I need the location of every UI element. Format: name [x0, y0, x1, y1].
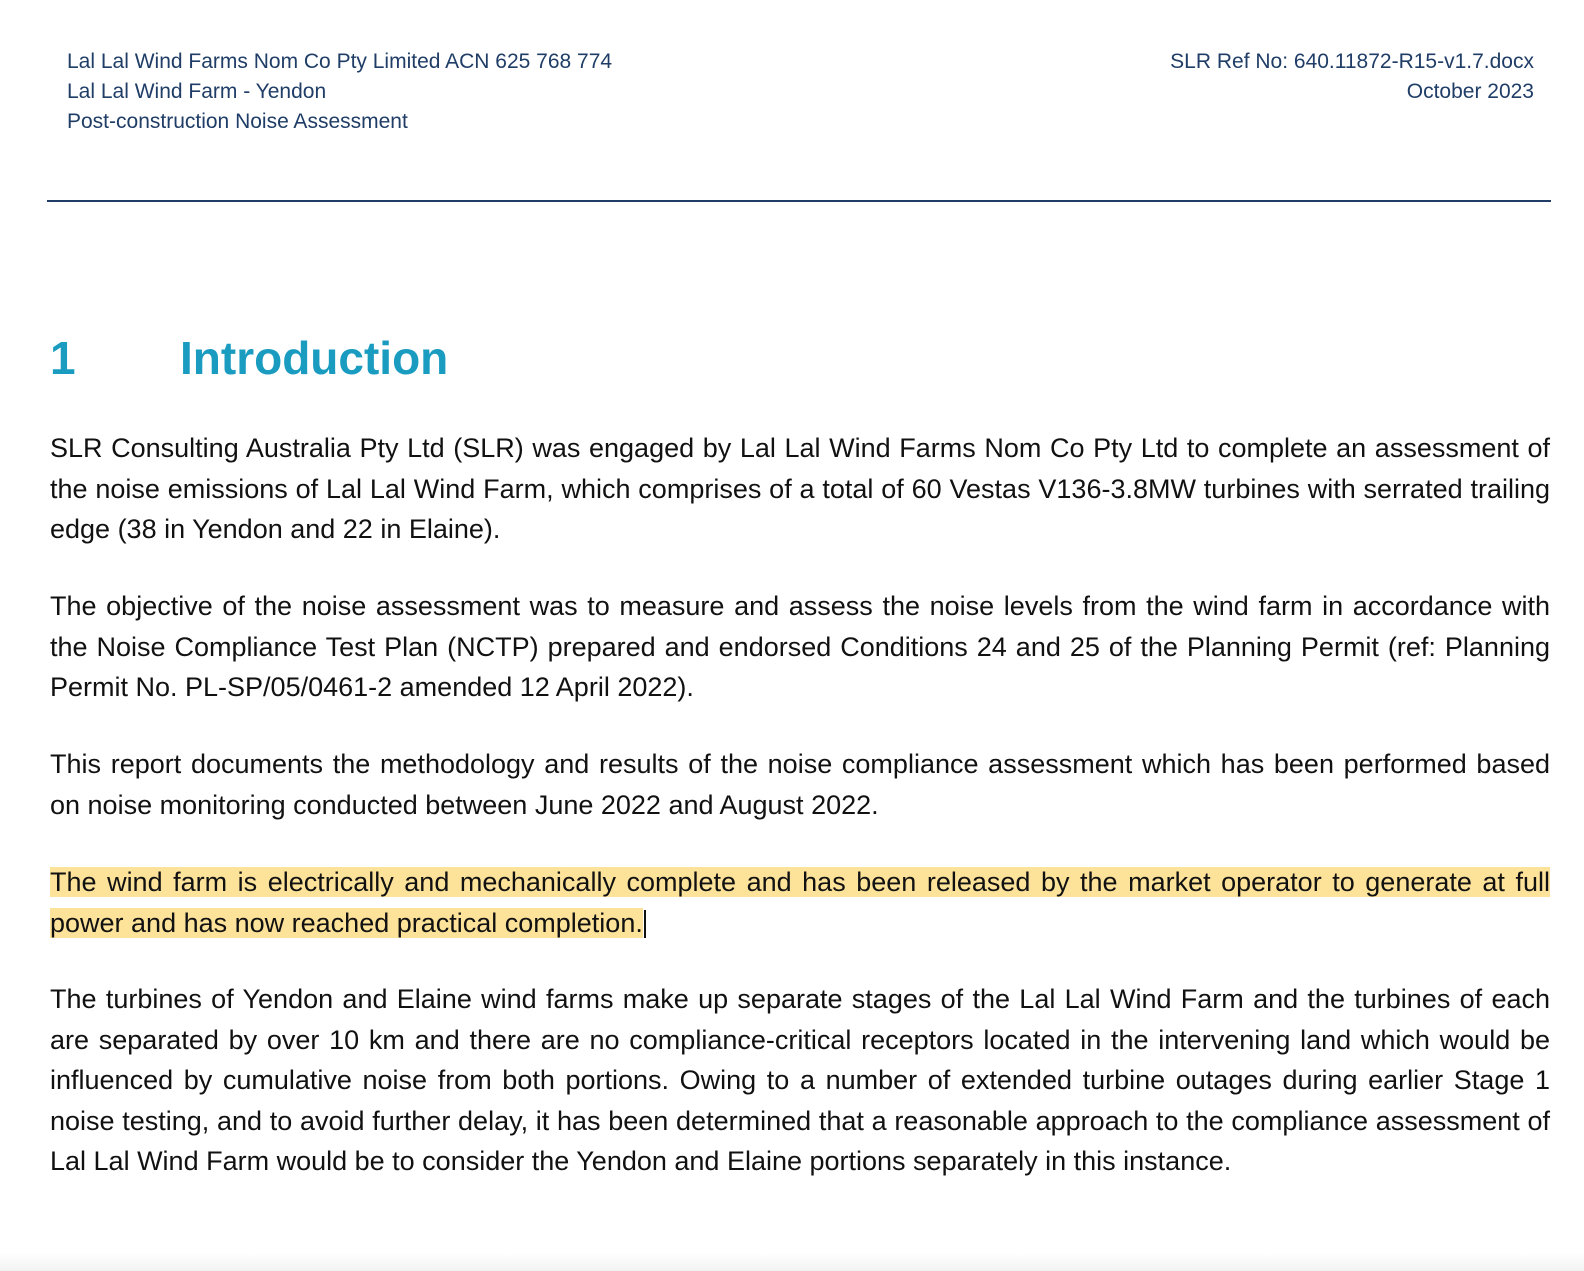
paragraph-report-scope[interactable]: This report documents the methodology and results of the noise compliance assessment which has been performed based on noise monitoring conducted between June 2022 and August 2022. — [50, 749, 1550, 820]
document-header-right — [1170, 47, 1534, 107]
document-header-left — [67, 47, 612, 137]
header-date: October 2023 — [1406, 80, 1534, 103]
page-bottom-edge — [0, 1253, 1584, 1271]
section-title: Introduction — [180, 332, 449, 384]
paragraph-completion-status[interactable] — [50, 862, 1550, 943]
section-heading[interactable] — [50, 328, 448, 388]
paragraph-engagement[interactable]: SLR Consulting Australia Pty Ltd (SLR) was engaged by Lal Lal Wind Farms Nom Co Pty Ltd to complete an assessment of the noise emissions of Lal Lal Wind Farm, which comprises of a total of 60 Vestas V136-3.8MW turbines with serrated trailing edge (38 in Yendon and 22 in Elaine). — [50, 433, 1550, 544]
text-cursor — [644, 910, 646, 938]
header-project-line: Lal Lal Wind Farm - Yendon — [67, 80, 327, 103]
header-reference-number: SLR Ref No: 640.11872-R15-v1.7.docx — [1170, 50, 1534, 73]
section-number: 1 — [50, 332, 76, 384]
paragraph-turbine-stages[interactable]: The turbines of Yendon and Elaine wind farms make up separate stages of the Lal Lal Wind Farm and the turbines of each are separated by over 10 km and there are no compliance-critical receptors located in the intervening land which would be influenced by cumulative noise from both portions. Owing to a number of extended turbine outages during earlier Stage 1 noise testing, and to avoid further delay, it has been determined that a reasonable approach to the compliance assessment of Lal Lal Wind Farm would be to consider the Yendon and Elaine portions separately in this instance. — [50, 984, 1550, 1176]
header-company-line: Lal Lal Wind Farms Nom Co Pty Limited ACN 625 768 774 — [67, 50, 613, 73]
highlighted-text: The wind farm is electrically and mechanically complete and has been released by the market operator to generate at full power and has now reached practical completion. — [50, 867, 1550, 938]
paragraph-objective[interactable]: The objective of the noise assessment was to measure and assess the noise levels from the wind farm in accordance with the Noise Compliance Test Plan (NCTP) prepared and endorsed Conditions 24 and 25 of the Planning Permit (ref: Planning Permit No. PL-SP/05/0461-2 amended 12 April 2022). — [50, 591, 1550, 702]
header-report-title-line: Post-construction Noise Assessment — [67, 110, 408, 133]
header-divider — [47, 200, 1551, 202]
